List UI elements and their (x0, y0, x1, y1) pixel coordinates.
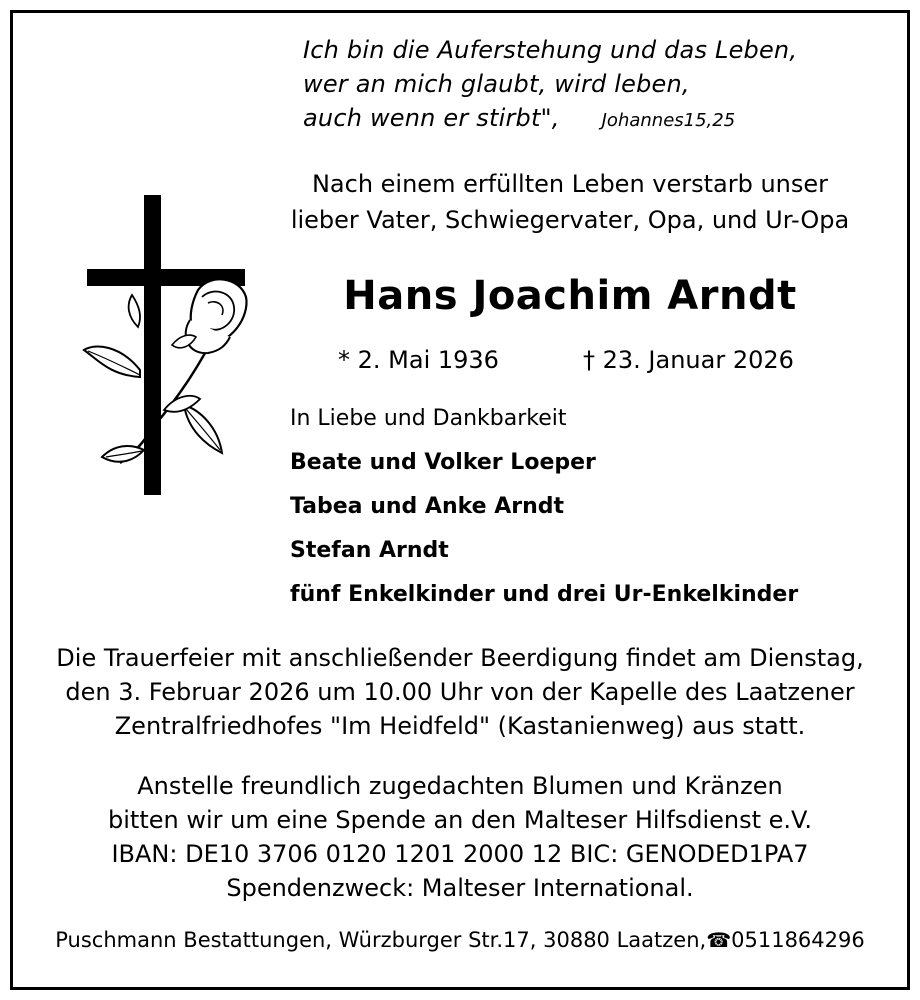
verse-line: wer an mich glaubt, wird leben, (303, 70, 690, 98)
verse-line (303, 101, 797, 138)
family-member: Tabea und Anke Arndt (290, 494, 565, 519)
funeral-home-footer (20, 925, 900, 955)
donation-info (20, 769, 900, 905)
verse-line-text: auch wenn er stirbt", (303, 104, 560, 132)
intro-line: Nach einem erfüllten Leben verstarb unser (311, 170, 829, 198)
ceremony-info (20, 641, 900, 743)
donation-line: Anstelle freundlich zugedachten Blumen und Kränzen (137, 772, 783, 800)
donation-line: IBAN: DE10 3706 0120 1201 2000 12 BIC: GENODED1PA7 (111, 840, 809, 868)
donation-line: Spendenzweck: Malteser International. (226, 874, 694, 902)
ceremony-line: Die Trauerfeier mit anschließender Beerdigung findet am Dienstag, (56, 644, 864, 672)
funeral-home-address: Puschmann Bestattungen, Würzburger Str.17, 30880 Laatzen, (55, 928, 707, 952)
family-member: Beate und Volker Loeper (290, 450, 596, 475)
telephone-icon: ☎ (706, 928, 732, 952)
family-intro: In Liebe und Dankbarkeit (290, 406, 567, 431)
cross-with-rose-icon (80, 195, 255, 500)
phone-number: 0511864296 (731, 928, 865, 952)
verse-line: Ich bin die Auferstehung und das Leben, (303, 36, 798, 64)
family-signatures (290, 397, 798, 617)
bible-verse (303, 33, 797, 138)
intro-line: lieber Vater, Schwiegervater, Opa, und Ur-Opa (290, 206, 850, 234)
intro-text (270, 166, 870, 238)
ceremony-line: den 3. Februar 2026 um 10.00 Uhr von der Kapelle des Laatzener (65, 678, 855, 706)
verse-reference: Johannes15,25 (601, 110, 736, 131)
donation-line: bitten wir um eine Spende an den Malteser Hilfsdienst e.V. (108, 806, 812, 834)
death-date: † 23. Januar 2026 (583, 346, 794, 374)
family-member: Stefan Arndt (290, 538, 449, 563)
deceased-name: Hans Joachim Arndt (343, 273, 797, 319)
birth-date: * 2. Mai 1936 (338, 346, 499, 374)
ceremony-line: Zentralfriedhofes "Im Heidfeld" (Kastanienweg) aus statt. (114, 712, 806, 740)
family-member: fünf Enkelkinder und drei Ur-Enkelkinder (290, 582, 799, 607)
